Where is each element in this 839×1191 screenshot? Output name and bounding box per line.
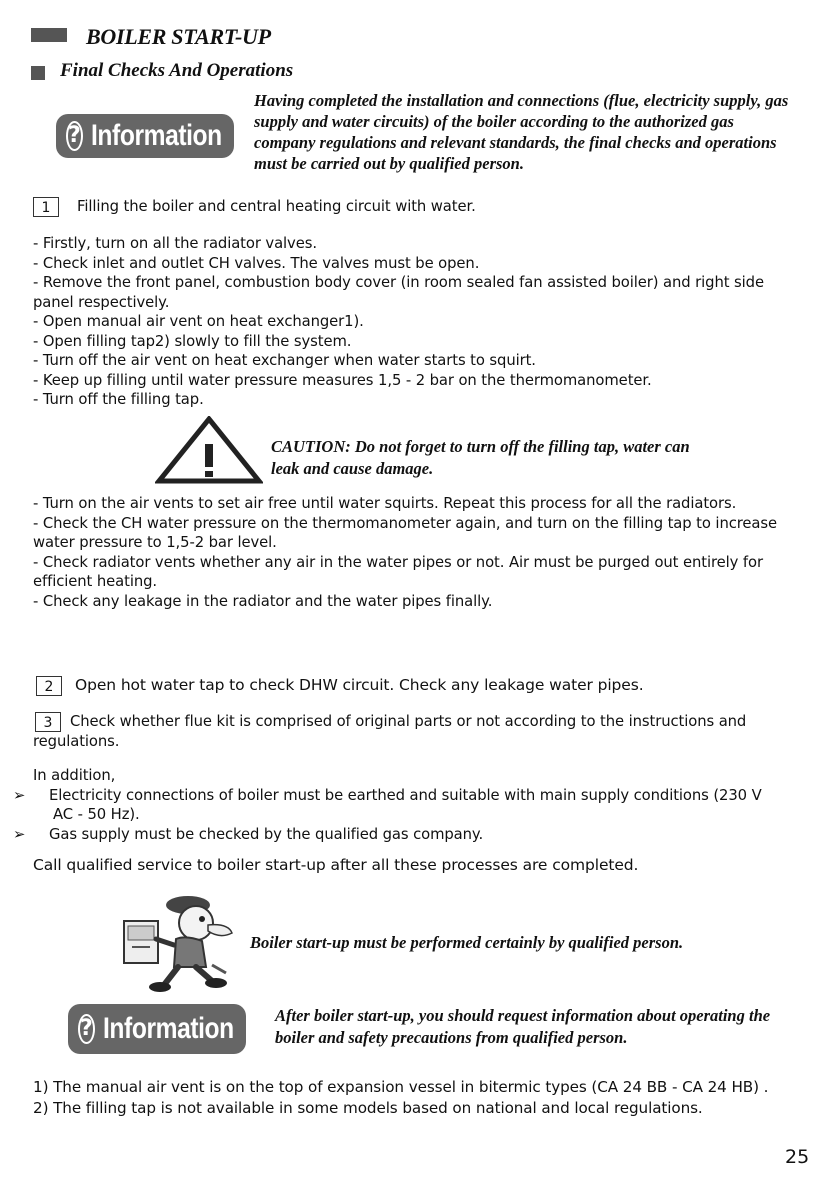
list-item: - Check any leakage in the radiator and the water pipes finally. [33, 592, 493, 610]
page-number: 25 [785, 1146, 810, 1168]
footnote: 2) The filling tap is not available in some models based on national and local regulations. [33, 1099, 703, 1117]
title-marker [31, 28, 67, 42]
after-start-note: After boiler start-up, you should request information about operating the boiler and safety precautions from qualified person. [275, 1006, 771, 1047]
technician-illustration [116, 895, 246, 995]
arrow-bullet-icon: ➢ [13, 786, 26, 804]
list-item: - Remove the front panel, combustion body cover (in room sealed fan assisted boiler) and right side panel respectively. [33, 274, 764, 311]
list-item: - Open manual air vent on heat exchanger1). [33, 313, 364, 330]
step-3-number: 3 [35, 712, 61, 732]
caution-text [271, 436, 690, 480]
bullet-text: Gas supply must be checked by the qualified gas company. [49, 825, 484, 843]
footnotes [33, 1077, 793, 1119]
list-item: - Firstly, turn on all the radiator valves. [33, 235, 317, 252]
step-3-text [33, 712, 778, 751]
warning-icon [155, 416, 263, 484]
step-1-followup [33, 494, 778, 611]
list-item: - Turn on the air vents to set air free until water squirts. Repeat this process for all the radiators. [33, 495, 737, 512]
page-title: BOILER START-UP [86, 24, 271, 49]
footnote: 1) The manual air vent is on the top of expansion vessel in bitermic types (CA 24 BB - CA 24 HB) . [33, 1078, 769, 1096]
list-item: - Turn off the air vent on heat exchanger when water starts to squirt. [33, 352, 536, 369]
addition-heading: In addition, [33, 767, 116, 784]
list-item: - Check the CH water pressure on the thermomanometer again, and turn on the filling tap to increase water pressure to 1,5-2 bar level. [33, 514, 777, 551]
question-icon: ? [66, 121, 83, 151]
list-item: - Keep up filling until water pressure measures 1,5 - 2 bar on the thermomanometer. [33, 371, 652, 389]
caution-line-2: leak and cause damage. [271, 459, 434, 478]
subtitle-marker [31, 66, 45, 80]
information-label: Information [102, 1012, 234, 1045]
list-item: - Turn off the filling tap. [33, 391, 204, 408]
question-icon: ? [78, 1014, 95, 1044]
information-badge [56, 114, 234, 158]
arrow-bullet-icon: ➢ [13, 825, 26, 843]
section-subtitle: Final Checks And Operations [60, 60, 294, 81]
qualified-person-note: Boiler start-up must be performed certainly by qualified person. [250, 933, 684, 952]
information-label: Information [90, 119, 222, 152]
list-item [13, 786, 778, 825]
call-service-text: Call qualified service to boiler start-up after all these processes are completed. [33, 856, 639, 874]
step-2-text: Open hot water tap to check DHW circuit. Check any leakage water pipes. [75, 676, 644, 694]
list-item: - Open filling tap2) slowly to fill the system. [33, 332, 352, 350]
step-3-text-content: Check whether flue kit is comprised of original parts or not according to the instructions and regulations. [33, 713, 747, 750]
step-1-title: Filling the boiler and central heating circuit with water. [77, 198, 476, 215]
list-item: - Check inlet and outlet CH valves. The valves must be open. [33, 254, 480, 272]
list-item [13, 825, 778, 845]
step-1-instructions [33, 234, 793, 410]
step-2-number: 2 [36, 676, 62, 696]
step-1-number: 1 [33, 197, 59, 217]
list-item: - Check radiator vents whether any air in the water pipes or not. Air must be purged out entirely for efficient heating. [33, 553, 763, 590]
bullet-text: Electricity connections of boiler must be earthed and suitable with main supply conditions (230 V AC - 50 Hz). [49, 786, 762, 823]
caution-line-1: CAUTION: Do not forget to turn off the filling tap, water can [271, 437, 690, 456]
intro-text: Having completed the installation and connections (flue, electricity supply, gas supply and water circuits) of the boiler according to the authorized gas company regulations and relevant standards, the final checks and operations must be carried out by qualified person. [254, 91, 789, 173]
addition-section [13, 766, 778, 844]
information-badge [68, 1004, 246, 1054]
